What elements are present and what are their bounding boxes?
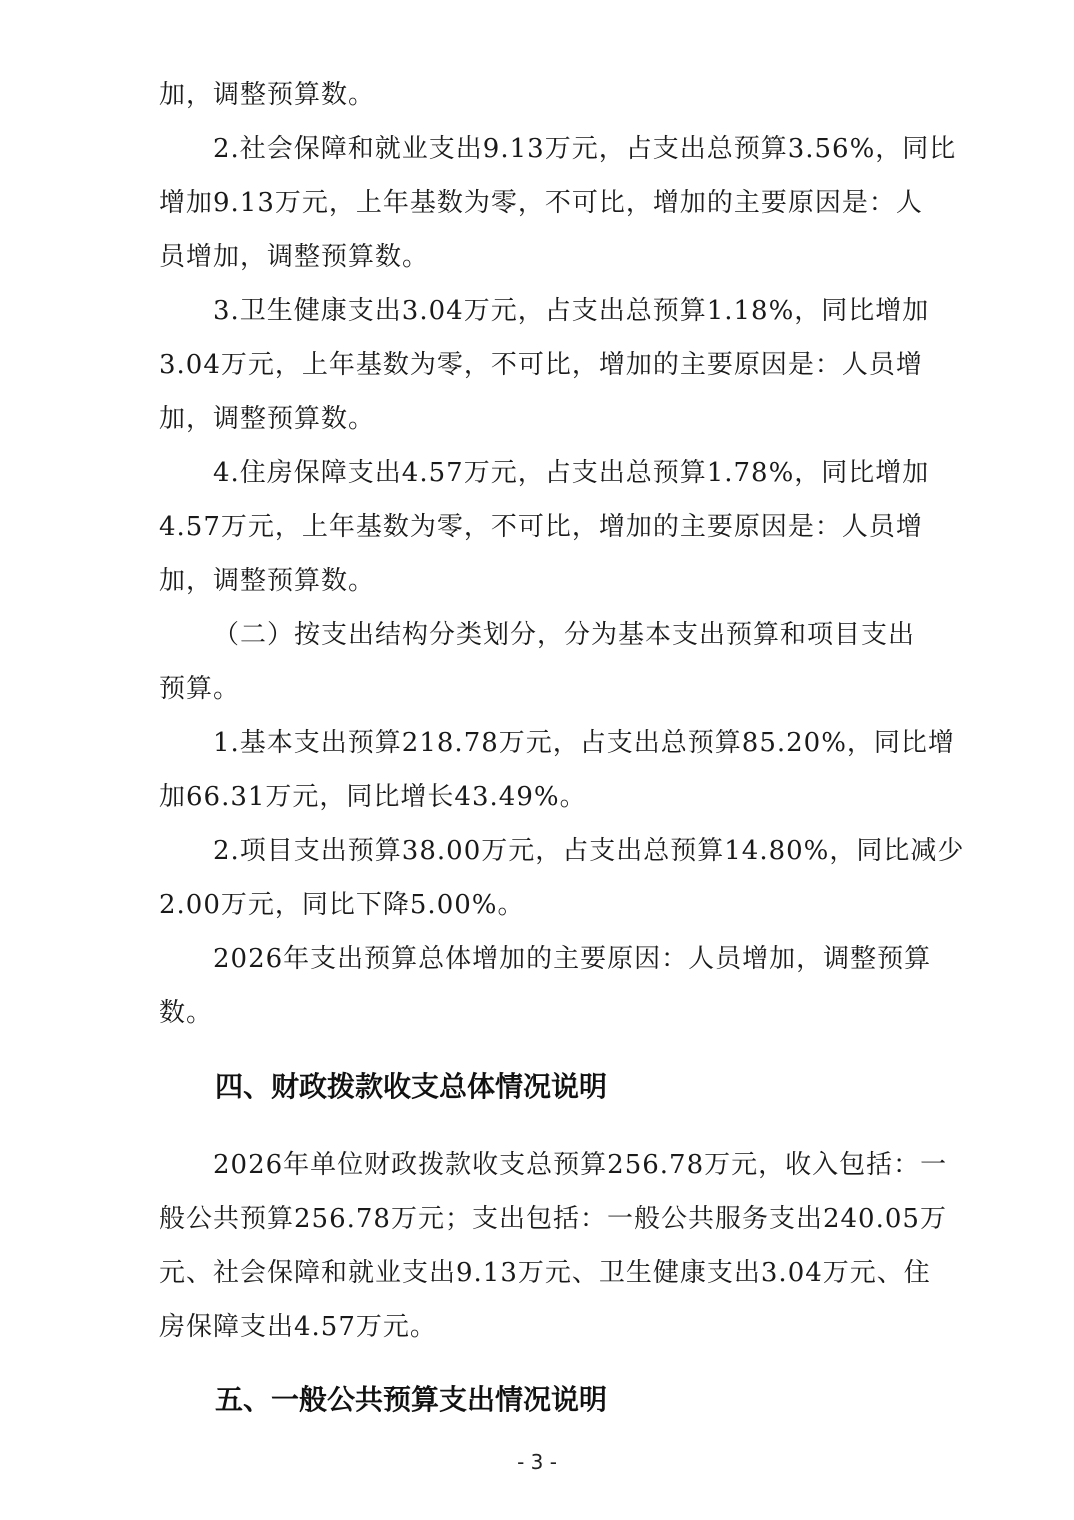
text-line: 房保障支出4.57万元。 bbox=[159, 1312, 437, 1342]
paragraph-continuation bbox=[159, 68, 929, 122]
text-line: 元、社会保障和就业支出9.13万元、卫生健康支出3.04万元、住 bbox=[159, 1258, 931, 1288]
paragraph-housing bbox=[159, 446, 929, 608]
paragraph-project-expenditure bbox=[159, 824, 965, 932]
paragraph-basic-expenditure bbox=[159, 716, 955, 824]
text-line: 1.基本支出预算218.78万元，占支出总预算85.20%，同比增 bbox=[159, 728, 955, 758]
text-line: 加，调整预算数。 bbox=[159, 566, 376, 596]
text-line: 加，调整预算数。 bbox=[159, 404, 376, 434]
paragraph-health bbox=[159, 284, 929, 446]
text-line: 3.卫生健康支出3.04万元，占支出总预算1.18%，同比增加 bbox=[159, 296, 930, 326]
section-heading-4: 四、财政拨款收支总体情况说明 bbox=[215, 1070, 608, 1103]
text-line: 数。 bbox=[159, 998, 214, 1028]
text-line: 增加9.13万元，上年基数为零，不可比，增加的主要原因是：人 bbox=[159, 188, 923, 218]
text-line: 加，调整预算数。 bbox=[159, 80, 376, 110]
text-line: 加66.31万元，同比增长43.49%。 bbox=[159, 782, 587, 812]
text-line: 2.00万元，同比下降5.00%。 bbox=[159, 890, 525, 920]
text-line: 2.项目支出预算38.00万元，占支出总预算14.80%，同比减少 bbox=[159, 836, 965, 866]
text-line: 3.04万元，上年基数为零，不可比，增加的主要原因是：人员增 bbox=[159, 350, 923, 380]
paragraph-fiscal-summary bbox=[159, 1138, 948, 1354]
text-line: 预算。 bbox=[159, 674, 241, 704]
text-line: 4.住房保障支出4.57万元，占支出总预算1.78%，同比增加 bbox=[159, 458, 930, 488]
section-heading-5: 五、一般公共预算支出情况说明 bbox=[215, 1383, 608, 1416]
paragraph-overall-reason bbox=[159, 932, 932, 1040]
text-line: （二）按支出结构分类划分，分为基本支出预算和项目支出 bbox=[159, 620, 916, 650]
page-number: - 3 - bbox=[517, 1450, 557, 1474]
text-line: 般公共预算256.78万元；支出包括：一般公共服务支出240.05万 bbox=[159, 1204, 947, 1234]
text-line: 4.57万元，上年基数为零，不可比，增加的主要原因是：人员增 bbox=[159, 512, 923, 542]
paragraph-by-structure bbox=[159, 608, 929, 716]
text-line: 员增加，调整预算数。 bbox=[159, 242, 430, 272]
text-line: 2026年支出预算总体增加的主要原因：人员增加，调整预算 bbox=[159, 944, 932, 974]
text-line: 2.社会保障和就业支出9.13万元，占支出总预算3.56%，同比 bbox=[159, 134, 957, 164]
paragraph-social-security bbox=[159, 122, 957, 284]
text-line: 2026年单位财政拨款收支总预算256.78万元，收入包括：一 bbox=[159, 1150, 948, 1180]
